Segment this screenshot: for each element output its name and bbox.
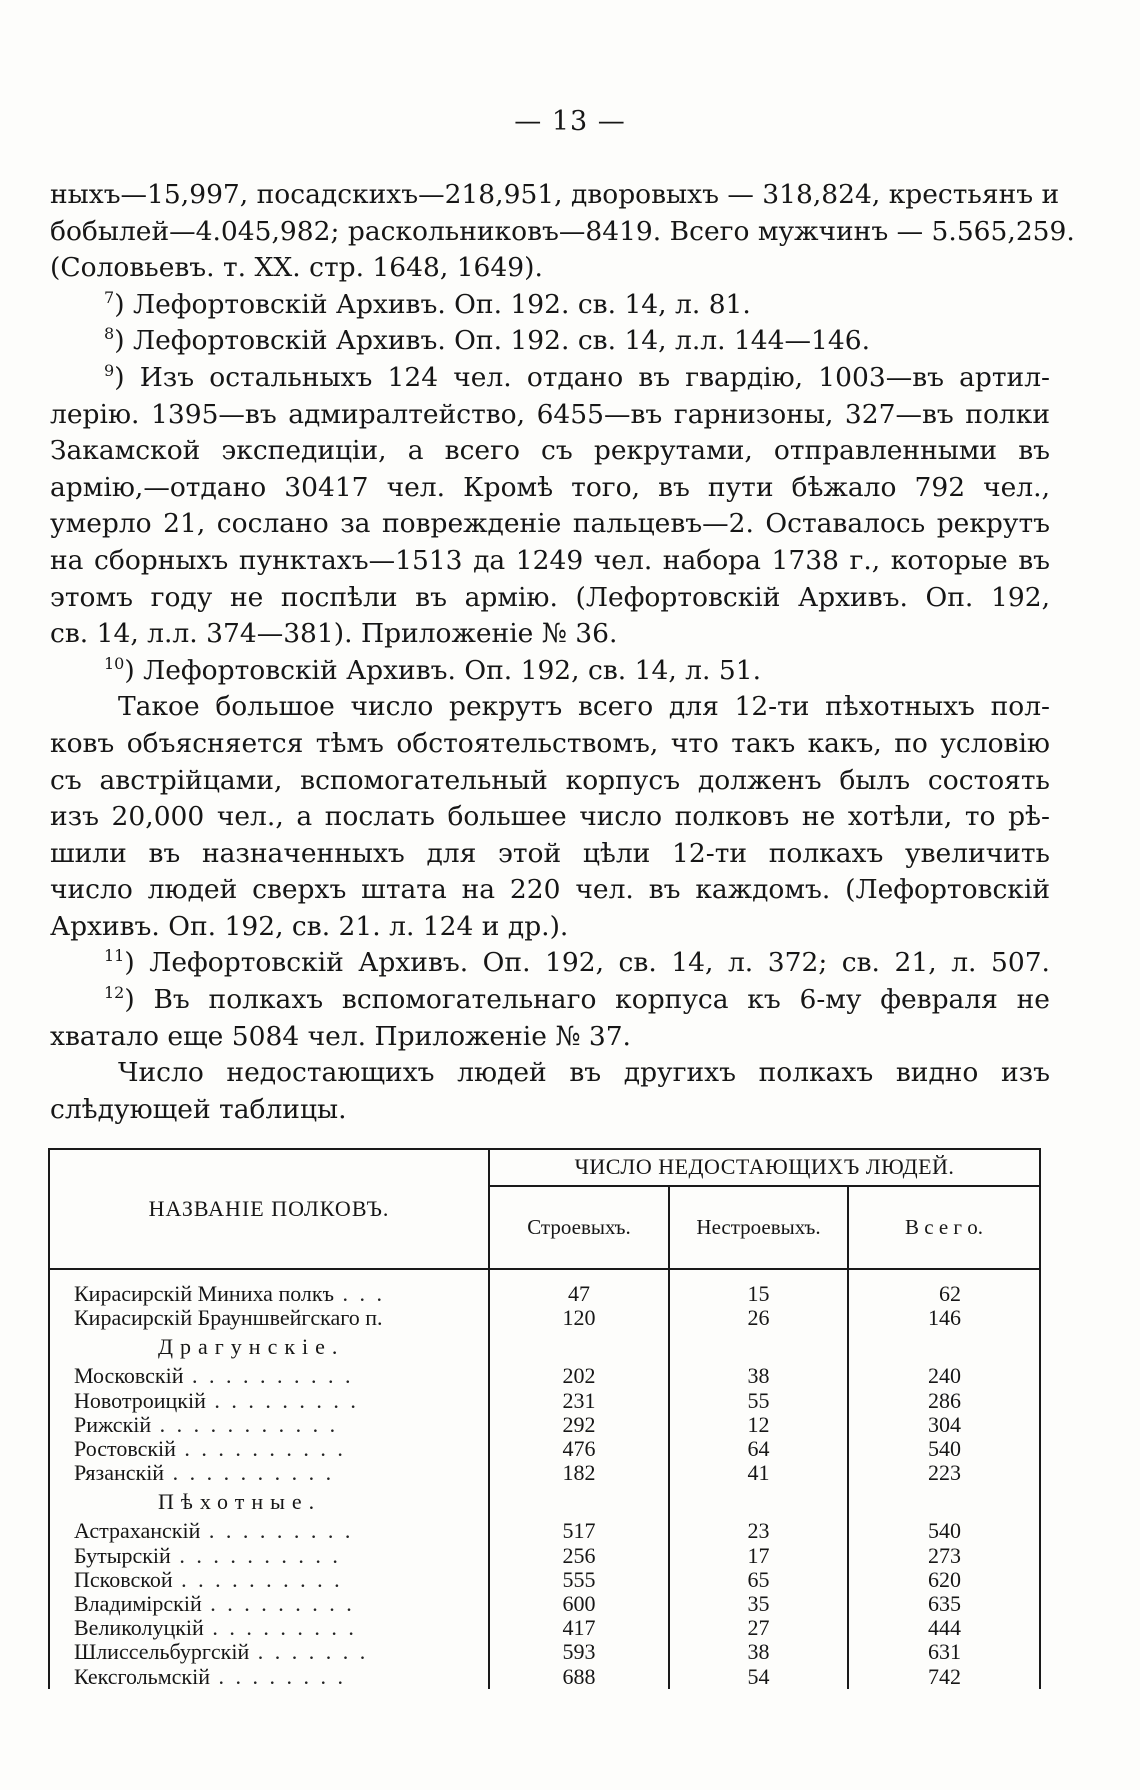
regiment-name-text: Бутырскій: [74, 1543, 171, 1568]
text-line: ныхъ—15,997, посадскихъ—218,951, дворовыхъ — 318,824, крестьянъ и: [50, 179, 1060, 210]
text-line: ковъ объясняется тѣмъ обстоятельствомъ, что такъ какъ, по условію: [50, 727, 1050, 759]
combatant-count: 120: [489, 1306, 669, 1330]
empty-cell: [669, 1330, 848, 1364]
leader-dots: . . . . . . . . .: [200, 1519, 354, 1544]
header-regiment-name: НАЗВАНІЕ ПОЛКОВЪ.: [49, 1149, 489, 1269]
footnote-text: Лефортовскій Архивъ. Оп. 192. св. 14, л. 81.: [132, 288, 751, 320]
noncombatant-count: 55: [669, 1389, 848, 1413]
regiment-name: [49, 1640, 489, 1664]
combatant-count: 476: [489, 1437, 669, 1461]
noncombatant-count: 38: [669, 1364, 848, 1388]
text-line: армію,—отдано 30417 чел. Кромѣ того, въ пути бѣжало 792 чел.,: [50, 471, 1050, 503]
text-line: шили въ назначенныхъ для этой цѣли 12-ти полкахъ увеличить: [50, 837, 1050, 869]
leader-dots: . . . . . . . . .: [201, 1592, 355, 1617]
leader-dots: . . . . . . . . . .: [183, 1364, 354, 1389]
noncombatant-count: 35: [669, 1592, 848, 1616]
text-line: бобылей—4.045,982; раскольниковъ—8419. Всего мужчинъ — 5.565,259.: [50, 215, 1075, 247]
combatant-count: 600: [489, 1592, 669, 1616]
combatant-count: 292: [489, 1413, 669, 1437]
footnote-text: Лефортовскій Архивъ. Оп. 192, св. 14, л. 51.: [143, 654, 762, 686]
regiment-name: [49, 1389, 489, 1413]
regiment-name-text: Кирасирскій Брауншвейгскаго п.: [74, 1306, 383, 1331]
total-count: 631: [848, 1640, 1040, 1664]
page-number: — 13 —: [514, 106, 626, 137]
footnote-text: Изъ остальныхъ 124 чел. отдано въ гвардію, 1003—въ артил-: [139, 361, 1050, 393]
total-count: 742: [848, 1665, 1040, 1689]
empty-cell: [848, 1485, 1040, 1519]
table-row: [49, 1665, 1040, 1689]
noncombatant-count: 12: [669, 1413, 848, 1437]
footnote-text: Въ полкахъ вспомогательнаго корпуса къ 6-му февраля не: [153, 984, 1050, 1016]
combatant-count: 202: [489, 1364, 669, 1388]
regiment-name-text: Псковской: [74, 1567, 173, 1592]
footnote-11: $^{11}$) Лефортовскій Архивъ. Оп. 192, св. 14, л. 372; св. 21, л. 507.: [104, 946, 1050, 979]
table-row: [49, 1592, 1040, 1616]
text-line: на сборныхъ пунктахъ—1513 да 1249 чел. набора 1738 г., которые въ: [50, 544, 1050, 576]
total-count: 146: [848, 1306, 1040, 1330]
combatant-count: 417: [489, 1616, 669, 1640]
combatant-count: 47: [489, 1269, 669, 1306]
noncombatant-count: 54: [669, 1665, 848, 1689]
footnote-mark: 9: [104, 360, 115, 380]
table-row: [49, 1568, 1040, 1592]
text-line: Закамской экспедиціи, а всего съ рекрутами, отправленными въ: [50, 435, 1050, 467]
text-line: изъ 20,000 чел., а послать большее число полковъ не хотѣли, то рѣ-: [50, 801, 1050, 833]
noncombatant-count: 17: [669, 1544, 848, 1568]
total-count: 540: [848, 1519, 1040, 1543]
text-line: умерло 21, сослано за поврежденіе пальцевъ—2. Оставалось рекрутъ: [50, 508, 1050, 540]
regiment-name-text: Кексгольмскій: [74, 1664, 210, 1689]
table-row: [49, 1389, 1040, 1413]
footnote-9: $^9$) Изъ остальныхъ 124 чел. отдано въ гвардію, 1003—въ артил-: [104, 360, 1050, 393]
body-text: [50, 177, 1075, 1128]
regiment-name-text: Новотроицкій: [74, 1388, 206, 1413]
total-count: 240: [848, 1364, 1040, 1388]
leader-dots: . . . . . . . . . .: [170, 1543, 341, 1568]
combatant-count: 231: [489, 1389, 669, 1413]
total-count: 223: [848, 1461, 1040, 1485]
combatant-count: 688: [489, 1665, 669, 1689]
total-count: 444: [848, 1616, 1040, 1640]
leader-dots: . . . . . . . . .: [203, 1616, 357, 1641]
empty-cell: [489, 1485, 669, 1519]
regiment-name-text: Ростовскій: [74, 1437, 176, 1462]
text-line: этомъ году не поспѣли въ армію. (Лефортовскій Архивъ. Оп. 192,: [50, 581, 1050, 613]
footnote-8: $^8$) Лефортовскій Архивъ. Оп. 192. св. 14, л.л. 144—146.: [104, 324, 871, 357]
combatant-count: 555: [489, 1568, 669, 1592]
section-row: [49, 1485, 1040, 1519]
footnote-mark: 10: [104, 653, 125, 673]
leader-dots: . . . . . . . . . . .: [151, 1412, 339, 1437]
footnote-mark: 11: [104, 946, 125, 966]
section-row: [49, 1330, 1040, 1364]
empty-cell: [489, 1330, 669, 1364]
text-line: (Соловьевъ. т. XX. стр. 1648, 1649).: [50, 252, 543, 284]
leader-dots: . . .: [333, 1281, 385, 1306]
footnote-mark: 8: [104, 324, 115, 344]
combatant-count: 593: [489, 1640, 669, 1664]
combatant-count: 182: [489, 1461, 669, 1485]
text-line: Архивъ. Оп. 192, св. 21. л. 124 и др.).: [50, 910, 569, 942]
footnote-mark: 12: [104, 983, 125, 1003]
noncombatant-count: 15: [669, 1269, 848, 1306]
header-noncombatant: Нестроевыхъ.: [669, 1186, 848, 1269]
section-heading: Пѣхотные.: [49, 1485, 489, 1519]
footnote-12: $^{12}$) Въ полкахъ вспомогательнаго корпуса къ 6-му февраля не: [104, 983, 1050, 1016]
leader-dots: . . . . . . . . . .: [172, 1567, 343, 1592]
table-row: [49, 1616, 1040, 1640]
leader-dots: . . . . . . . .: [209, 1664, 346, 1689]
leader-dots: . . . . . . . . . .: [164, 1461, 335, 1486]
regiment-name-text: Шлиссельбургскій: [74, 1640, 250, 1665]
regiment-name: [49, 1519, 489, 1543]
header-total: В с е г о.: [848, 1186, 1040, 1269]
table-row: [49, 1364, 1040, 1388]
table-row: [49, 1544, 1040, 1568]
noncombatant-count: 64: [669, 1437, 848, 1461]
noncombatant-count: 26: [669, 1306, 848, 1330]
regiment-name: [49, 1544, 489, 1568]
table-row: [49, 1413, 1040, 1437]
noncombatant-count: 38: [669, 1640, 848, 1664]
text-line: число людей сверхъ штата на 220 чел. въ каждомъ. (Лефортовскій: [50, 874, 1050, 906]
total-count: 620: [848, 1568, 1040, 1592]
regiment-name-text: Московскій: [74, 1364, 184, 1389]
regiment-name: [49, 1364, 489, 1388]
regiment-name-text: Астраханскій: [74, 1519, 201, 1544]
table-row: [49, 1269, 1040, 1306]
leader-dots: . . . . . . .: [249, 1640, 369, 1665]
regiment-name: [49, 1461, 489, 1485]
empty-cell: [669, 1485, 848, 1519]
footnote-text: Лефортовскій Архивъ. Оп. 192. св. 14, л.л. 144—146.: [132, 325, 871, 357]
regiment-name-text: Рязанскій: [74, 1461, 165, 1486]
noncombatant-count: 65: [669, 1568, 848, 1592]
footnote-10: $^{10}$) Лефортовскій Архивъ. Оп. 192, св. 14, л. 51.: [104, 653, 762, 686]
total-count: 286: [848, 1389, 1040, 1413]
footnote-mark: 7: [104, 287, 115, 307]
total-count: 62: [848, 1269, 1040, 1306]
regiment-name: [49, 1568, 489, 1592]
noncombatant-count: 27: [669, 1616, 848, 1640]
regiment-name: [49, 1616, 489, 1640]
regiment-name-text: Кирасирскій Миниха полкъ: [74, 1281, 334, 1306]
combatant-count: 256: [489, 1544, 669, 1568]
table-row: [49, 1519, 1040, 1543]
table-row: [49, 1437, 1040, 1461]
section-heading: Драгунскіе.: [49, 1330, 489, 1364]
regiment-name: [49, 1269, 489, 1306]
noncombatant-count: 41: [669, 1461, 848, 1485]
regiment-name: [49, 1306, 489, 1330]
text-line: Число недостающихъ людей въ другихъ полкахъ видно изъ: [118, 1057, 1050, 1089]
total-count: 635: [848, 1592, 1040, 1616]
regiment-name-text: Великолуцкій: [74, 1616, 204, 1641]
table-row: [49, 1306, 1040, 1330]
text-line: св. 14, л.л. 374—381). Приложеніе № 36.: [50, 618, 618, 650]
footnote-7: $^7$) Лефортовскій Архивъ. Оп. 192. св. 14, л. 81.: [104, 287, 751, 320]
text-line: Такое большое число рекрутъ всего для 12-ти пѣхотныхъ пол-: [118, 691, 1050, 723]
regiment-name-text: Рижскій: [74, 1412, 152, 1437]
text-line: лерію. 1395—въ адмиралтейство, 6455—въ гарнизоны, 327—въ полки: [50, 398, 1050, 430]
text-line: хватало еще 5084 чел. Приложеніе № 37.: [50, 1020, 631, 1052]
table-row: [49, 1461, 1040, 1485]
regiment-name-text: Владимірскій: [74, 1592, 202, 1617]
regiment-name: [49, 1437, 489, 1461]
header-combatant: Строевыхъ.: [489, 1186, 669, 1269]
noncombatant-count: 23: [669, 1519, 848, 1543]
header-shortage-group: ЧИСЛО НЕДОСТАЮЩИХЪ ЛЮДЕЙ.: [489, 1149, 1040, 1186]
empty-cell: [848, 1330, 1040, 1364]
footnote-text: Лефортовскій Архивъ. Оп. 192, св. 14, л. 372; св. 21, л. 507.: [149, 947, 1050, 979]
regiment-name: [49, 1592, 489, 1616]
regiment-name: [49, 1413, 489, 1437]
regiment-name: [49, 1665, 489, 1689]
total-count: 304: [848, 1413, 1040, 1437]
shortage-table: [48, 1148, 1041, 1689]
leader-dots: . . . . . . . . . .: [175, 1437, 346, 1462]
leader-dots: . . . . . . . . .: [205, 1388, 359, 1413]
text-line: съ австрійцами, вспомогательный корпусъ долженъ былъ состоять: [50, 764, 1050, 796]
combatant-count: 517: [489, 1519, 669, 1543]
total-count: 540: [848, 1437, 1040, 1461]
table-body: [49, 1269, 1040, 1689]
text-line: слѣдующей таблицы.: [50, 1093, 347, 1125]
total-count: 273: [848, 1544, 1040, 1568]
table-row: [49, 1640, 1040, 1664]
